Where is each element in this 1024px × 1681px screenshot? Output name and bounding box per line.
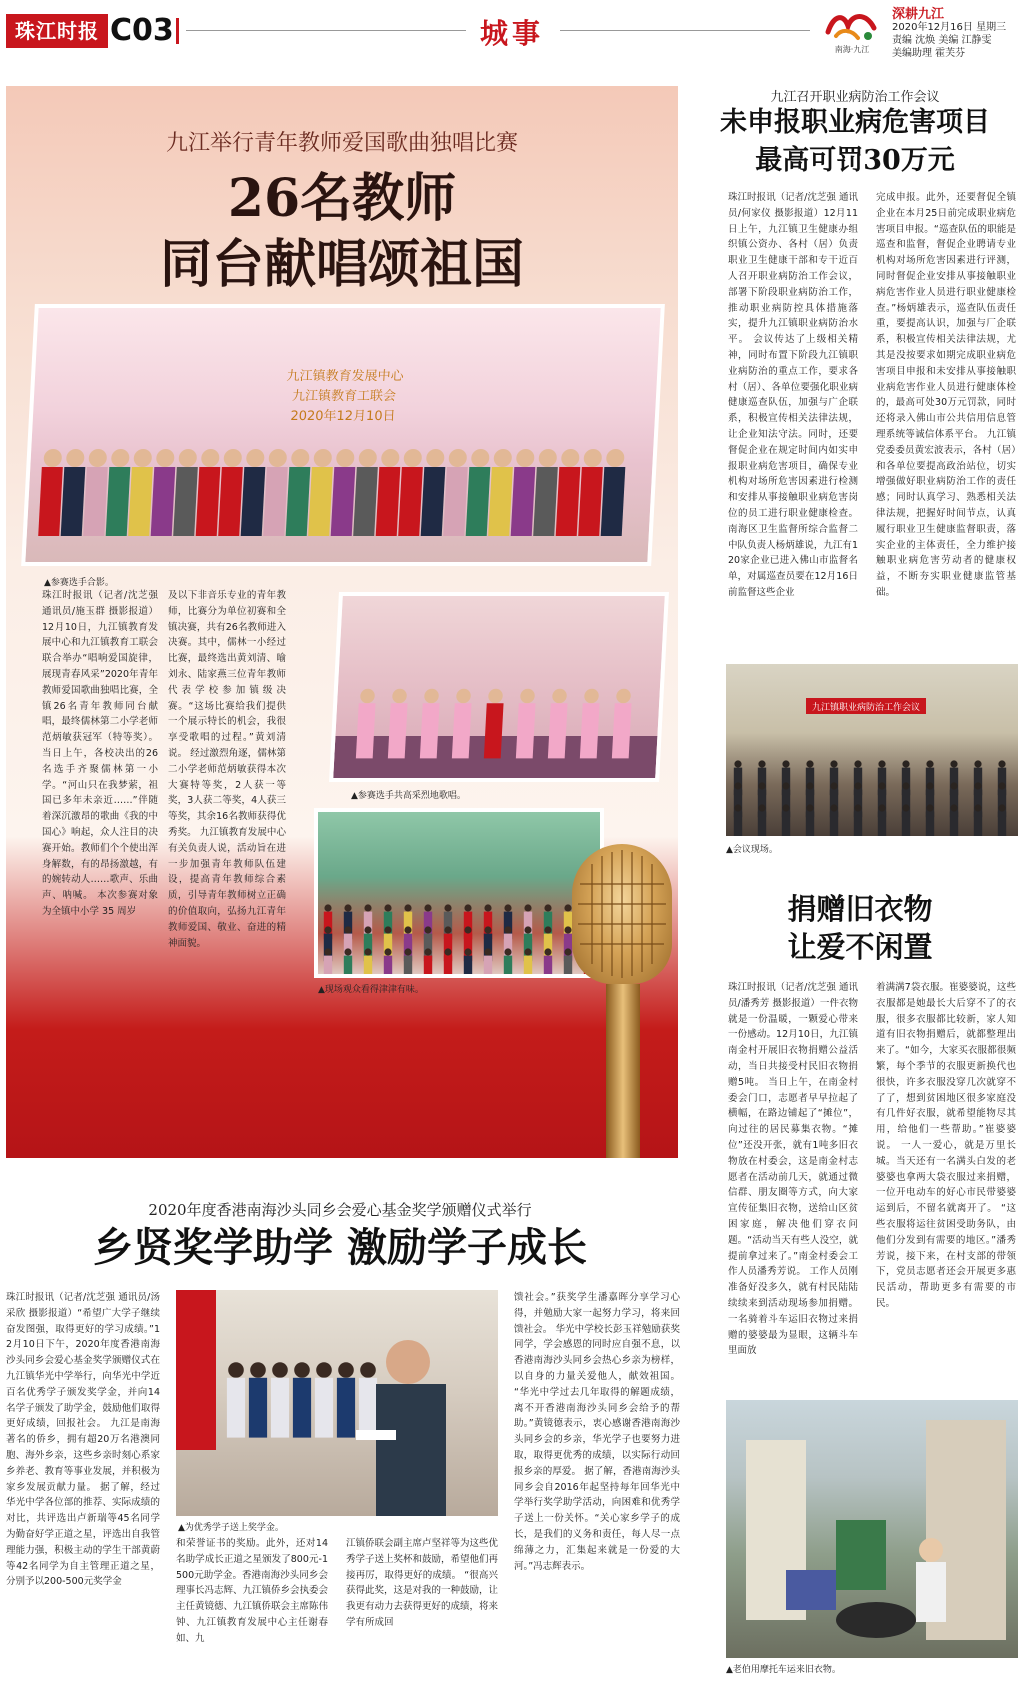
audience-photo — [314, 808, 604, 978]
donation-photo — [726, 1400, 1018, 1658]
photo-banner-1: 九江镇教育发展中心 — [286, 369, 404, 384]
meeting-photo — [726, 664, 1018, 836]
article3-headline-2: 让爱不闲置 — [787, 930, 933, 964]
nanhai-jiujiang-logo — [822, 6, 882, 54]
feature-panel — [6, 86, 678, 1158]
scholarship-photo — [176, 1290, 498, 1516]
header-rule-left — [186, 30, 466, 31]
audience-crowd — [324, 904, 592, 974]
article2-headline-2: 最高可罚30万元 — [755, 145, 955, 176]
photo-banner-2: 九江镇教育工联会 — [291, 389, 397, 404]
feature-col-2: 及以下非音乐专业的青年教师，比赛分为单位初赛和全镇决赛，共有26名教师进入决赛。其中，儒林一小经过比赛，最终选出黄刘清、喻刘永、陆家燕三位青年教师代表学校参加镇级决赛。“这场比赛给我们提供一个展示特长的机会，我很享受歌唱的过程。”黄刘清说。 经过激烈角逐，儒林第二小学老师范炳敏获得本次大赛特等奖，2人获一等奖，3人获二等奖，4人获三等奖，其余16名教师获得优秀奖。 九江镇教育发展中心有关负责人说，活动旨在进一步加强青年教师队伍建设，提高青年教师综合素质，引导青年教师树立正确的价值取向，弘扬九江青年教师爱国、敬业、奋进的精神面貌。 — [168, 590, 286, 949]
article2-col-1: 珠江时报讯（记者/沈芝强 通讯员/何家仪 摄影报道）12月11日上午，九江镇卫生健康办组织镇公资办、各村（居）负责职业卫生健康干部和专干近百人召开职业病防治工作会议，部署下阶段职业病防治工作，推动职业病防控具体措施落实，提升九江镇职业病防治水平。 会议传达了上级相关精神，同时布置下阶段九江镇职业病防治的重点工作，要求各村（居）、各单位要强化职业病健康巡查队伍，加强与广企联系，积极宣传相关法律法规，让企业知法守法。同时，还要督促企业在规定时间内如实申报职业病危害项目，确保专业机构对场所危害因素进行检测和安排从事接触职业病危害岗位的员工进行职业健康检查。 南海区卫生监督所综合监督二中队负责人杨炳雄说，九江有120家企业已进入佛山市监督名单，对属巡查员要在12月16日前监督这些企业 — [728, 192, 858, 598]
article2-col-2: 完成申报。此外，还要督促全镇企业在本月25日前完成职业病危害项目申报。“巡查队伍的职能是巡查和监督，督促企业聘请专业机构对场所危害因素进行评测，同时督促企业安排从事接触职业病危害作业人员进行职业健康检查。”杨炳雄表示，巡查队伍责任重，要提高认识，加强与厂企联系，积极宣传相关法律法规，尤其是没按要求如期完成职业病危害项目申报和未安排从事接触职业病危害作业人员进行健康体检的，最高可处30万元罚款，同时还将录入佛山市公共信用信息管理系统等诚信体系平台。 九江镇党委委员黄宏波表示，各村（居）和各单位要提高政治站位，切实增强做好职业病防治工作的责任感；同时认真学习、熟悉相关法律法规，把握好时间节点，认真履行职业卫生健康监督职责，落实企业的主体责任，全力维护接触职业病危害劳动者的健康权益，不断夯实职业健康监管基础。 — [876, 192, 1016, 598]
article2-kicker: 九江召开职业病防治工作会议 — [770, 90, 940, 105]
brand-slogan: 深耕九江 — [892, 7, 945, 22]
article4-col-1: 珠江时报讯（记者/沈芝强 通讯员/汤采欣 摄影报道）“希望广大学子继续奋发图强，取得更好的学习成绩。”12月10日下午，2020年度香港南海沙头同乡会爱心基金奖学颁赠仪式在九江镇华光中学举行，向华光中学近百名优秀学子颁发奖学金，并向14名学子颁发了助学金，鼓励他们取得更好成绩，回报社会。 九江是南海著名的侨乡，拥有超20万名港澳同胞、海外乡亲，这些乡亲时刻心系家乡养老、教育等事业发展，并积极为家乡发展贡献力量。 据了解，经过华光中学各位部的推荐、实际成绩的对比，共评选出卢新瑞等45名同学为勤奋好学正道之星，评选出自我管理能力强，积极主动的学生干部黄蔚等42名同学为自主管理正道之星，分别予以200-500元奖学金 — [6, 1292, 160, 1588]
microphone-icon — [572, 844, 672, 984]
date-line: 2020年12月16日 星期三 — [892, 22, 1007, 33]
feature-headline-1: 26名教师 — [227, 168, 457, 229]
microphone-stand — [606, 984, 640, 1158]
article4-col-2: 和荣誉证书的奖励。此外，还对14名助学成长正道之星颁发了800元-1500元助学金。香港南海沙头同乡会理事长冯志辉、九江镇侨乡会执委会主任黄镜德、九江镇侨联会主席陈伟钟、九江镇教育发展中心主任谢春如、九 — [176, 1538, 328, 1644]
meeting-photo-caption: ▲会议现场。 — [726, 845, 778, 855]
group-people — [38, 449, 626, 536]
masthead: 珠江时报 — [6, 14, 108, 48]
article3-col-2: 着满满7袋衣服。崔婆婆说，这些衣服都是她最长大后穿不了的衣服，很多衣服都比较新，家人知道有旧衣物捐赠后，就都整理出来了。“如今，大家买衣服都很频繁，每个季节的衣服更新换代也很快，许多衣服没穿几次就穿不了了，想到贫困地区很多家庭没有几件好衣服，就希望能物尽其用，给他们一些帮助。”崔婆婆说。 一人一爱心，就是万里长城。当天还有一名满头白发的老婆婆也拿两大袋衣服过来捐赠，一位开电动车的好心市民带婆婆运到后，不留名就离开了。 “这些衣服将运往贫困受助务队，由他们分发到有需要的地区。”潘秀芳说，接下来，在村支部的带领下，党员志愿者还会开展更多惠民活动，帮助更多有需要的市民。 — [876, 982, 1016, 1309]
article3-headline-1: 捐赠旧衣物 — [787, 892, 933, 926]
article4-headline: 乡贤奖学助学 激励学子成长 — [93, 1224, 587, 1271]
group-photo — [21, 304, 665, 566]
audience-photo-caption: ▲现场观众看得津津有味。 — [318, 985, 424, 995]
header-bar — [176, 18, 179, 44]
article4-col-3: 江镇侨联会副主席卢坚祥等为这些优秀学子送上奖杯和鼓励，希望他们再接再厉，取得更好的成绩。 “很高兴获得此奖，这是对我的一种鼓励，让我更有动力去获得更好的成绩，将来学有所成回 — [346, 1538, 498, 1628]
logo-text: 南海·九江 — [834, 45, 870, 54]
article4-col-4: 馈社会。”获奖学生潘嘉晖分享学习心得，并勉励大家一起努力学习，将来回馈社会。 华光中学校长彭玉祥勉励获奖同学，学会感恩的同时应自强不息，以香港南海沙头同乡会热心乡亲为榜样，以自身的力量关爱他人，献效祖国。 “华光中学过去几年取得的解题成绩，离不开香港南海沙头同乡会给予的帮助。”黄镜德表示，衷心感谢香港南海沙头同乡会的乡亲，华光学子也要努力进取，取得更优秀的成绩，以实际行动回报乡亲的厚爱。 据了解，香港南海沙头同乡会自2016年起坚持每年回华光中学举行奖学助学活动，向困难和优秀学子送上一份关怀。“关心家乡学子的成长，是我们的义务和责任，每人尽一点绵薄之力，汇集起来就是一份爱的大河。”冯志辉表示。 — [514, 1292, 680, 1572]
scholarship-photo-caption: ▲为优秀学子送上奖学金。 — [178, 1523, 284, 1533]
date-block — [892, 8, 1006, 60]
article2-headline-1: 未申报职业病危害项目 — [720, 107, 990, 138]
feature-headline-2: 同台献唱颂祖国 — [159, 234, 524, 295]
feature-col-1: 珠江时报讯（记者/沈芝强 通讯员/施玉群 摄影报道）12月10日，九江镇教育发展中心和九江镇教育工联会联合举办“唱响爱国旋律，展现青春风采”2020年青年教师爱国歌曲独唱比赛，全镇26名青年教师同台献唱，最终儒林第二小学老师范炳敏获冠军（特等奖）。 当日上午，各校决出的26名选手齐聚儒林第一小学。“河山只在我梦萦，祖国已多年未亲近……”伴随着深沉激昂的歌曲《我的中国心》响起，众人注目的决赛开始。教师们个个使出浑身解数，有的昂扬激越，有的婉转动人……歌声、乐曲声、呐喊。 本次参赛对象为全镇中小学 35 周岁 — [42, 590, 158, 917]
editor-line: 责编 沈焕 美编 江静雯 — [892, 35, 992, 46]
singing-photo-caption: ▲参赛选手共高采烈地歌唱。 — [351, 791, 466, 801]
singers — [356, 689, 632, 759]
assistant-line: 美编助理 霍芙芬 — [892, 48, 966, 59]
page-code: C03 — [110, 13, 174, 48]
meeting-banner: 九江镇职业病防治工作会议 — [811, 703, 921, 713]
students-row — [227, 1362, 377, 1437]
donation-photo-caption: ▲老伯用摩托车运来旧衣物。 — [726, 1665, 841, 1675]
article3-col-1: 珠江时报讯（记者/沈芝强 通讯员/潘秀芳 摄影报道）一件衣物就是一份温暖，一颗爱心带来一份感动。12月10日，九江镇南金村开展旧衣物捐赠公益活动，当日共接受村民旧衣物捐赠5吨。 当日上午，在南金村委会门口，志愿者早早拉起了横幅，在路边铺起了“摊位”，向过往的居民募集衣物。“摊位”还没开张，就有1吨多旧衣物放在村委会，这是南金村志愿者在活动前几天，就通过微信群、朋友圈等方式，向大家宣传征集旧衣物，送给山区贫困家庭，解决他们穿衣问题。“活动当天有些人没空，就提前拿过来了。”南金村委会工作人员潘秀芳说。 工作人员刚准备好没多久，就有村民陆陆续续来到活动现场参加捐赠。一名骑着斗车运旧衣物过来捐赠的婆婆最为显眼，这辆斗车里面放 — [728, 982, 858, 1357]
group-photo-caption: ▲参赛选手合影。 — [44, 578, 114, 588]
singing-photo — [329, 592, 669, 782]
photo-banner-3: 2020年12月10日 — [290, 409, 396, 424]
article4-kicker: 2020年度香港南海沙头同乡会爱心基金奖学颁赠仪式举行 — [148, 1201, 532, 1219]
feature-kicker: 九江举行青年教师爱国歌曲独唱比赛 — [165, 131, 518, 156]
header-rule-right — [560, 30, 810, 31]
section-title: 城事 — [480, 17, 545, 50]
meeting-attendees — [734, 760, 1006, 836]
